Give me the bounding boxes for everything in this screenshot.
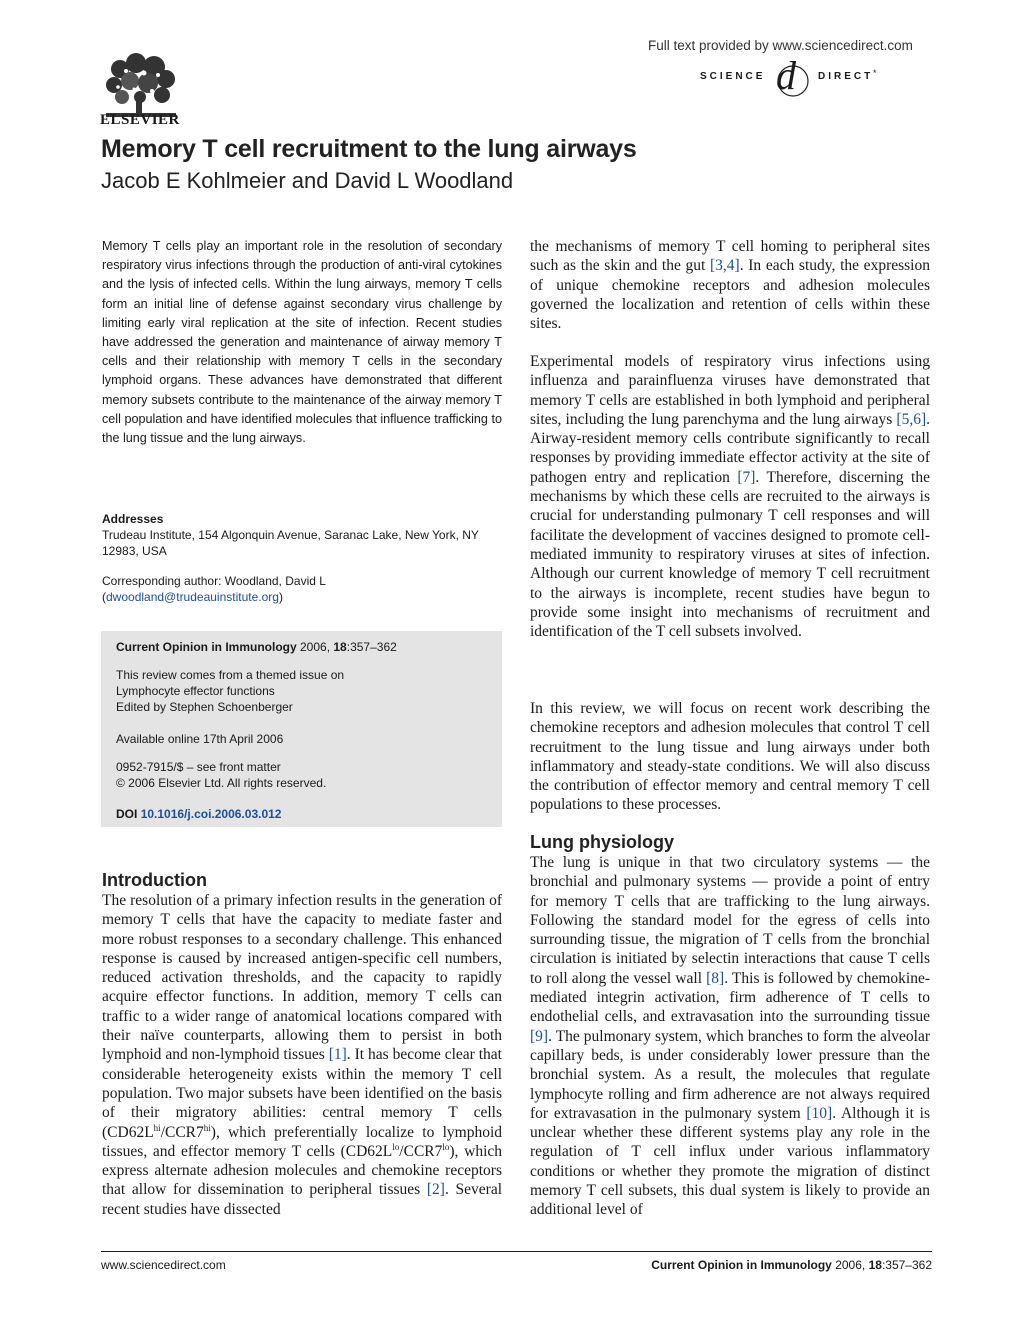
- publisher-logo-text: ELSEVIER: [100, 112, 180, 128]
- editor-line: Edited by Stephen Schoenberger: [116, 700, 293, 714]
- r4-text-b: . This is followed by chemokine-mediated integrin activation, firm adherence of T cells to endothelial cells, and extravasation into the surrounding tissue: [530, 969, 930, 1026]
- doi-line: [116, 806, 281, 822]
- sd-left-text: SCIENCE: [700, 71, 766, 82]
- intro-text-3: /CCR7: [160, 1123, 204, 1141]
- r1-text-b: . In each study, the expression of unique chemokine receptors and adhesion molecules governed the localization and retention of cells within these sites.: [530, 257, 930, 333]
- reference-link-5-6[interactable]: [5,6]: [896, 410, 927, 428]
- full-text-note[interactable]: Full text provided by www.sciencedirect.com: [648, 38, 913, 53]
- reference-link-2[interactable]: [2]: [426, 1181, 445, 1199]
- corresponding-email-line: [102, 589, 504, 605]
- sd-trademark-icon: *: [873, 68, 877, 78]
- lung-physiology-paragraph: [530, 853, 930, 1220]
- section-heading-introduction: Introduction: [102, 870, 207, 890]
- reference-link-9[interactable]: [9]: [530, 1027, 549, 1045]
- footer-website[interactable]: www.sciencedirect.com: [101, 1258, 226, 1272]
- reference-link-8[interactable]: [8]: [706, 969, 725, 987]
- issn-line: 0952-7915/$ – see front matter: [116, 760, 281, 774]
- r4-text-d: . Although it is unclear whether these different systems play any role in the regulation of T cell influx under various inflammatory conditions or whether they promote the migration of distinct memory T cell subsets, this dual system is likely to provide an additional level of: [530, 1104, 930, 1219]
- journal-year: 2006,: [300, 640, 331, 654]
- sciencedirect-logo[interactable]: [700, 53, 932, 100]
- doi-label: DOI: [116, 807, 138, 821]
- themed-issue-line1: This review comes from a themed issue on: [116, 668, 345, 682]
- footer-volume: 18: [868, 1258, 882, 1272]
- right-paragraph-1: [530, 237, 930, 333]
- reference-link-10[interactable]: [10]: [806, 1104, 833, 1122]
- intro-text-7: . Several recent studies have dissected: [102, 1181, 503, 1218]
- journal-pages: :357–362: [346, 640, 397, 654]
- section-heading-lung-physiology: Lung physiology: [530, 832, 674, 852]
- intro-text-5: /CCR7: [399, 1142, 443, 1160]
- sup-lo-2: lo: [442, 1141, 450, 1152]
- sd-right-text: DIRECT: [818, 71, 874, 82]
- right-paragraph-3: In this review, we will focus on recent work describing the chemokine receptors and adhesion molecules that control T cell recruitment to the lung tissue and lung airways under both inflammatory and steady-state conditions. We will also discuss the contribution of effector memory and central memory T cell populations to these processes.: [530, 700, 930, 814]
- r1-text-a: the mechanisms of memory T cell homing to peripheral sites such as the skin and the gut: [530, 238, 930, 275]
- email-close-paren: ): [278, 590, 283, 604]
- footer-citation: [636, 1258, 932, 1272]
- footer-divider: [101, 1251, 932, 1252]
- intro-text-6: ), which express alternate adhesion molecules and chemokine receptors that allow for dissemination to peripheral tissues: [102, 1142, 502, 1199]
- journal-name: Current Opinion in Immunology: [116, 640, 297, 654]
- author-email-link[interactable]: dwoodland@trudeauinstitute.org: [106, 590, 279, 604]
- footer-journal: Current Opinion in Immunology: [651, 1258, 832, 1272]
- sd-mark: d: [776, 53, 796, 98]
- journal-volume: 18: [333, 640, 347, 654]
- sup-lo-1: lo: [392, 1141, 400, 1152]
- copyright-line: © 2006 Elsevier Ltd. All rights reserved.: [116, 776, 327, 790]
- r4-text-c: . The pulmonary system, which branches to form the alveolar capillary beds, is under considerably lower pressure than the bronchial system. As a result, the molecules that regulate lymphocyte rolling and firm adherence are not always required for extravasation in the pulmonary system: [530, 1027, 930, 1122]
- addresses-text: Trudeau Institute, 154 Algonquin Avenue, Saranac Lake, New York, NY 12983, USA: [102, 528, 479, 558]
- abstract: Memory T cells play an important role in the resolution of secondary respiratory virus infections through the production of anti-viral cytokines and the lysis of infected cells. Within the lung airways, memory T cells form an initial line of defense against secondary virus challenge by limiting early viral replication at the site of infection. Recent studies have addressed the generation and maintenance of airway memory T cells and their relationship with memory T cells in the secondary lymphoid organs. These advances have demonstrated that different memory subsets contribute to the maintenance of the airway memory T cell population and have identified molecules that influence trafficking to the lung tissue and the lung airways.: [102, 239, 502, 446]
- intro-text-2: . It has become clear that considerable heterogeneity exists within the memory T cell population. Two major subsets have been identified on the basis of their migratory abilities: central memory T cells (CD62L: [102, 1046, 502, 1141]
- introduction-paragraph: [102, 891, 502, 1219]
- available-online: Available online 17th April 2006: [116, 732, 284, 746]
- doi-link[interactable]: 10.1016/j.coi.2006.03.012: [140, 807, 282, 821]
- intro-text-1: The resolution of a primary infection results in the generation of memory T cells that have the capacity to mediate faster and more robust responses to a secondary challenge. This enhanced response is caused by increased antigen-specific cell numbers, reduced activation thresholds, and the capacity to rapidly acquire effector functions. In addition, memory T cells can traffic to a wider range of anatomical locations compared with their naïve counterparts, allowing them to persist in both lymphoid and non-lymphoid tissues: [102, 892, 502, 1064]
- r2-text-b: . Airway-resident memory cells contribute significantly to recall responses by providing immediate effector activity at the site of pathogen entry and replication: [530, 410, 930, 486]
- right-paragraph-2: [530, 352, 930, 641]
- corresponding-author: [102, 573, 504, 605]
- sup-hi-2: hi: [203, 1122, 211, 1133]
- reference-link-7[interactable]: [7]: [737, 468, 756, 486]
- footer-year: 2006,: [835, 1258, 866, 1272]
- journal-citation: [116, 639, 397, 655]
- article-authors: Jacob E Kohlmeier and David L Woodland: [101, 168, 514, 193]
- r2-text-c: . Therefore, discerning the mechanisms by which these cells are recruited to the airways is crucial for understanding pulmonary T cell responses and will facilitate the development of vaccines designed to promote cell-mediated immunity to respiratory viruses at sites of infection. Although our current knowledge of memory T cell recruitment to the airways is incomplete, recent studies have begun to provide some insight into mechanisms of recruitment and identification of the T cell subsets involved.: [530, 468, 930, 641]
- article-title: Memory T cell recruitment to the lung airways: [101, 135, 637, 163]
- intro-text-4: ), which preferentially localize to lymphoid tissues, and effector memory T cells (CD62L: [102, 1123, 502, 1160]
- addresses-heading: Addresses: [102, 512, 164, 526]
- r2-text-a: Experimental models of respiratory virus infections using influenza and parainfluenza viruses have demonstrated that memory T cells are established in both lymphoid and peripheral sites, including the lung parenchyma and the lung airways: [530, 353, 930, 428]
- footer-pages: :357–362: [881, 1258, 932, 1272]
- article-info-box: [101, 631, 502, 827]
- reference-link-3-4[interactable]: [3,4]: [710, 257, 740, 275]
- sd-mark-ring-icon: [776, 60, 810, 98]
- corresponding-label: Corresponding author: Woodland, David L: [102, 574, 326, 588]
- email-open-paren: (: [102, 590, 106, 604]
- r4-text-a: The lung is unique in that two circulatory systems — the bronchial and pulmonary systems — provide a point of entry for memory T cells that are trafficking to the lung airways. Following the standard model for the egress of cells into surrounding tissue, the migration of T cells from the bronchial circulation is initiated by selectin interactions that cause T cells to roll along the vessel wall: [530, 854, 930, 987]
- sup-hi-1: hi: [153, 1122, 161, 1133]
- reference-link-1[interactable]: [1]: [328, 1046, 347, 1064]
- themed-issue-line2: Lymphocyte effector functions: [116, 684, 275, 698]
